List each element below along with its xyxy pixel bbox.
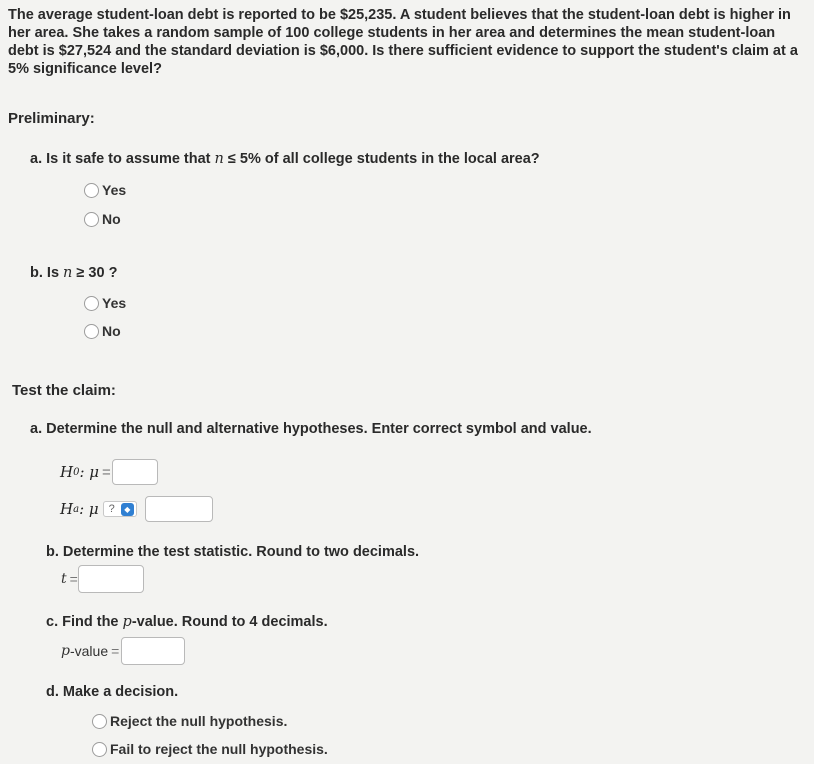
test-c-pvalue-prompt: c. Find the p-value. Round to 4 decimals. [46,614,328,630]
question-a-sample-size: a. Is it safe to assume that n ≤ 5% of all college students in the local area? [30,151,540,167]
test-statistic-row: t = [61,565,144,593]
preliminary-heading: Preliminary: [8,110,95,127]
problem-statement: The average student-loan debt is reported to be $25,235. A student believes that the student-loan debt is higher in her area. She takes a random sample of 100 college students in her area and determines the mean student-loan debt is $27,524 and the standard deviation is $6,000. Is there sufficient evidence to support the student's claim at a 5% significance level? [8,7,798,77]
alternative-symbol-select[interactable]: ? ◆ [103,501,137,517]
null-hypothesis-value-input[interactable] [112,459,158,485]
test-a-hypotheses-prompt: a. Determine the null and alternative hypotheses. Enter correct symbol and value. [30,421,592,437]
radio-button[interactable] [92,742,107,757]
test-b-statistic-prompt: b. Determine the test statistic. Round to two decimals. [46,544,420,560]
question-b-sample-size: b. Is n ≥ 30 ? [30,265,118,281]
q-b-yes-option[interactable]: Yes [84,295,126,311]
alternative-hypothesis-value-input[interactable] [145,496,213,522]
select-arrows-icon: ◆ [121,503,134,516]
radio-button[interactable] [84,212,99,227]
test-d-decision-prompt: d. Make a decision. [46,684,179,700]
pvalue-row: p -value = [61,637,185,665]
radio-button[interactable] [84,324,99,339]
radio-button[interactable] [84,296,99,311]
alternative-hypothesis-row: H a : μ ? ◆ [60,496,213,522]
q-b-no-option[interactable]: No [84,323,121,339]
q-a-yes-option[interactable]: Yes [84,182,126,198]
fail-to-reject-null-option[interactable]: Fail to reject the null hypothesis. [92,741,328,757]
test-statistic-input[interactable] [78,565,144,593]
q-a-no-option[interactable]: No [84,211,121,227]
null-hypothesis-row: H 0 : μ = [60,459,158,485]
reject-null-option[interactable]: Reject the null hypothesis. [92,713,287,729]
radio-button[interactable] [92,714,107,729]
radio-button[interactable] [84,183,99,198]
pvalue-input[interactable] [121,637,185,665]
test-claim-heading: Test the claim: [12,382,116,399]
